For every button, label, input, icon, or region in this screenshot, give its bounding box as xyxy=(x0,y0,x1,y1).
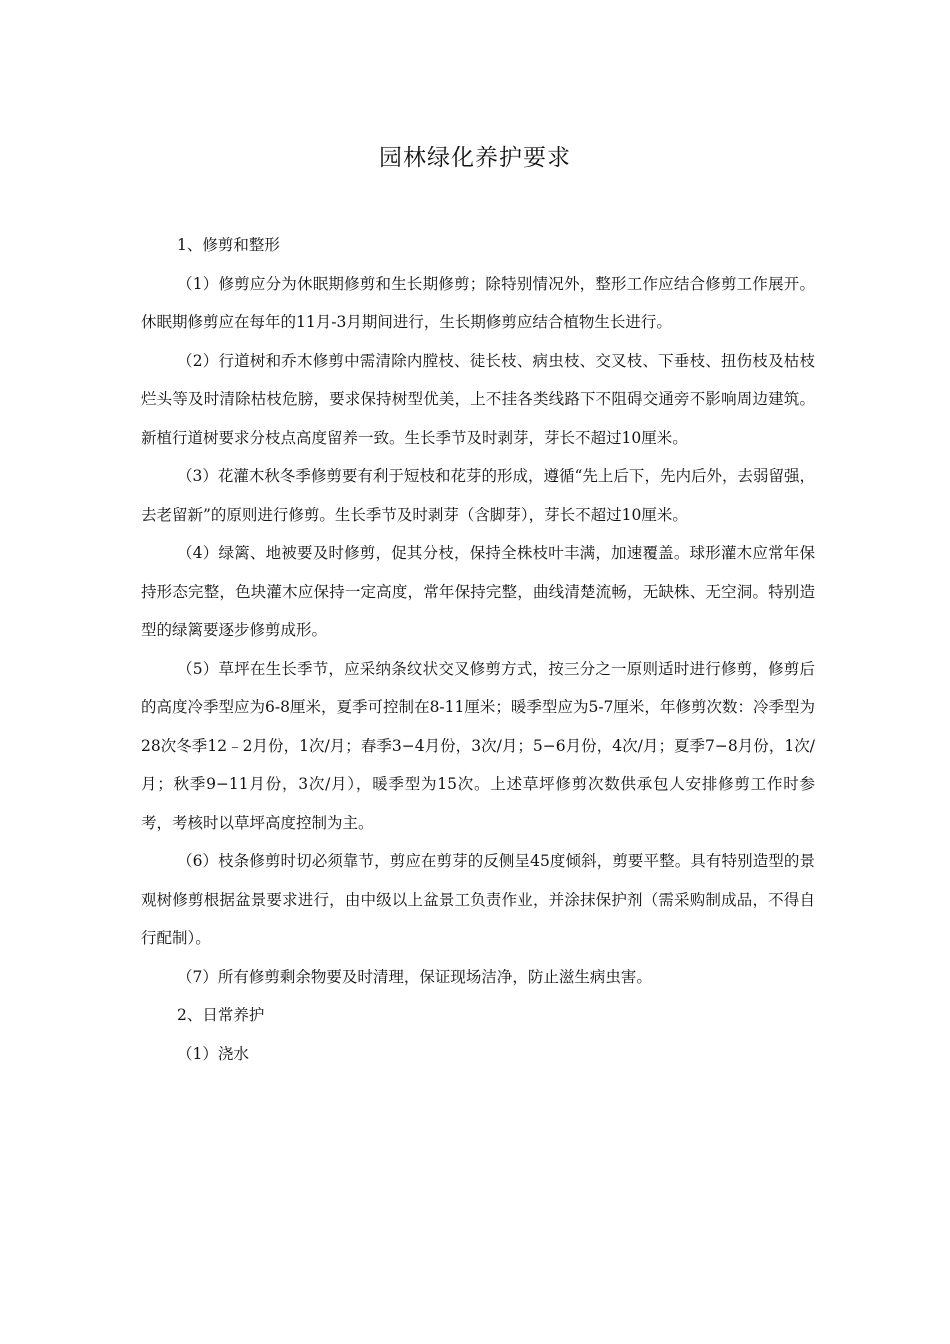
paragraph-watering: （1）浇水 xyxy=(177,1044,249,1063)
paragraph-pruning-5: （5）草坪在生长季节，应采纳条纹状交叉修剪方式，按三分之一原则适时进行修剪，修剪后的高度冷季型应为6-8厘米，夏季可控制在8-11厘米；暖季型应为5-7厘米，年修剪次数：冷季型为28次冬季12﹣2月份，1次/月；春季3−4月份，3次/月；5−6月份，4次/月；夏季7−8月份，1次/月；秋季9−11月份，3次/月），暖季型为15次。上述草坪修剪次数供承包人安排修剪工作时参考，考核时以草坪高度控制为主。 xyxy=(141,659,815,832)
paragraph-pruning-4: （4）绿篱、地被要及时修剪，促其分枝，保持全株枝叶丰满，加速覆盖。球形灌木应常年保持形态完整，色块灌木应保持一定高度，常年保持完整，曲线清楚流畅，无缺株、无空洞。特别造型的绿篱要逐步修剪成形。 xyxy=(141,544,815,639)
paragraph-pruning-3: （3）花灌木秋冬季修剪要有利于短枝和花芽的形成，遵循“先上后下，先内后外，去弱留强，去老留新”的原则进行修剪。生长季节及时剥芽（含脚芽），芽长不超过10厘米。 xyxy=(141,467,815,524)
document-body xyxy=(141,226,815,1073)
paragraph-pruning-1: （1）修剪应分为休眠期修剪和生长期修剪；除特别情况外，整形工作应结合修剪工作展开。休眠期修剪应在每年的11月-3月期间进行，生长期修剪应结合植物生长进行。 xyxy=(141,274,815,331)
paragraph-pruning-2: （2）行道树和乔木修剪中需清除内膛枝、徒长枝、病虫枝、交叉枝、下垂枝、扭伤枝及枯枝烂头等及时清除枯枝危膀，要求保持树型优美，上不挂各类线路下不阻碍交通旁不影响周边建筑。新植行道树要求分枝点高度留养一致。生长季节及时剥芽，芽长不超过10厘米。 xyxy=(141,351,815,447)
section-heading-pruning: 1、修剪和整形 xyxy=(177,236,280,254)
paragraph-pruning-7: （7）所有修剪剩余物要及时清理，保证现场洁净，防止滋生病虫害。 xyxy=(177,967,652,986)
paragraph-pruning-6: （6）枝条修剪时切必须靠节，剪应在剪芽的反侧呈45度倾斜，剪要平整。具有特别造型的景观树修剪根据盆景要求进行，由中级以上盆景工负责作业，并涂抹保护剂（需采购制成品，不得自行配制）。 xyxy=(141,852,815,947)
document-title: 园林绿化养护要求 xyxy=(379,145,571,171)
section-heading-daily-care: 2、日常养护 xyxy=(177,1006,265,1024)
